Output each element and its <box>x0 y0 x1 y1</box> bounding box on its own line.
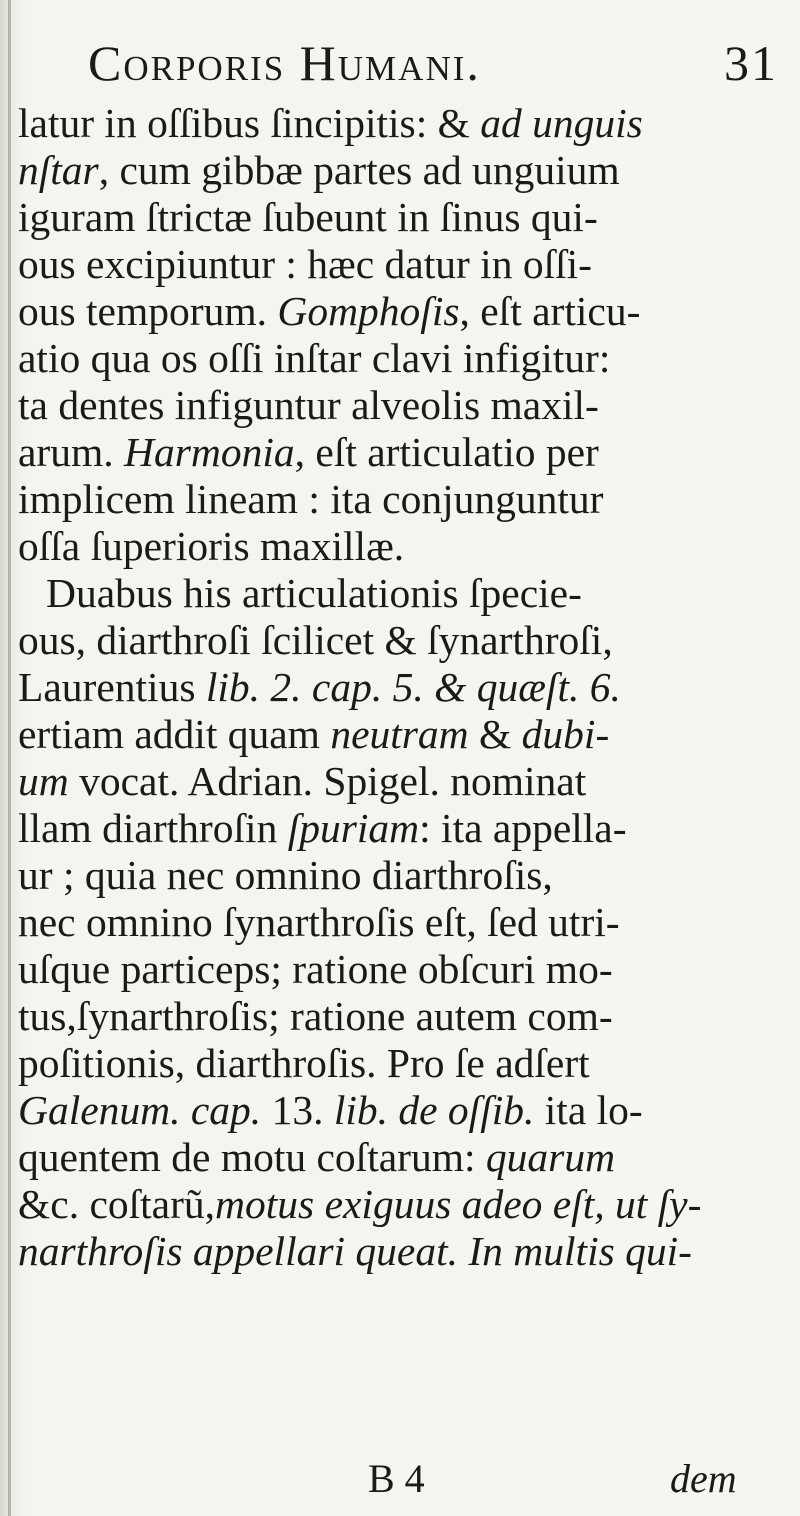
page-gutter <box>8 0 11 1516</box>
text-line <box>18 570 788 617</box>
text-run: llam diarthroſin <box>18 805 288 851</box>
text-run: ous temporum. <box>18 288 278 334</box>
text-run: Duabus his articulationis ſpecie- <box>46 570 582 616</box>
text-line <box>18 711 788 758</box>
text-run: ta dentes infiguntur alveolis maxil- <box>18 382 599 428</box>
text-run: ertiam addit quam <box>18 711 331 757</box>
text-line <box>18 1181 788 1228</box>
text-run: implicem lineam : ita conjunguntur <box>18 476 604 522</box>
text-line <box>18 241 788 288</box>
text-line <box>18 758 788 805</box>
text-run: ur ; quia nec omnino diarthroſis, <box>18 852 553 898</box>
text-run: ita lo- <box>534 1087 643 1133</box>
text-run: & <box>468 711 522 757</box>
text-line <box>18 664 788 711</box>
signature-mark: B 4 <box>368 1456 425 1501</box>
text-run: neutram <box>330 711 469 757</box>
text-line <box>18 805 788 852</box>
running-title: Corporis Humani. <box>88 35 481 91</box>
text-run: ous excipiuntur : hæc datur in oſſi- <box>18 241 592 287</box>
text-run: um <box>18 758 69 804</box>
text-run: latur in oſſibus ſincipitis: & <box>18 100 481 146</box>
text-run: dubi- <box>521 711 610 757</box>
body-text <box>18 100 788 1275</box>
text-run: Gomphoſis <box>277 288 460 334</box>
page-number: 31 <box>724 35 778 91</box>
text-run: oſſa ſuperioris maxillæ. <box>18 523 405 569</box>
text-run: , eſt articu- <box>459 288 641 334</box>
text-run: , eſt articulatio per <box>294 429 599 475</box>
text-run: ad unguis <box>480 100 643 146</box>
running-header <box>88 34 778 94</box>
text-run: quentem de motu coſtarum: <box>18 1134 486 1180</box>
text-run: ous, diarthroſi ſcilicet & ſynarthroſi, <box>18 617 613 663</box>
text-run: &c. coſtarũ, <box>18 1181 216 1227</box>
text-run: vocat. Adrian. Spigel. nominat <box>68 758 587 804</box>
text-line <box>18 1040 788 1087</box>
text-line <box>18 335 788 382</box>
text-run: lib. 2. cap. 5. & quæſt. 6. <box>205 664 621 710</box>
text-run: quarum <box>485 1134 616 1180</box>
text-line <box>18 194 788 241</box>
text-run: iguram ſtrictæ ſubeunt in ſinus qui- <box>18 194 598 240</box>
text-run: motus exiguus adeo eſt, ut ſy- <box>215 1181 702 1227</box>
text-run: : ita appella- <box>419 805 627 851</box>
text-run: nſtar <box>18 147 99 193</box>
text-line <box>18 1228 788 1275</box>
text-line <box>18 476 788 523</box>
text-run: ſpuriam <box>287 805 420 851</box>
text-run: uſque particeps; ratione obſcuri mo- <box>18 946 613 992</box>
text-line <box>18 382 788 429</box>
text-line <box>18 100 788 147</box>
text-run: 13. <box>261 1087 334 1133</box>
text-run: arum. <box>18 429 125 475</box>
text-line <box>18 429 788 476</box>
text-line <box>18 993 788 1040</box>
page-footer <box>0 1455 800 1505</box>
text-line <box>18 1087 788 1134</box>
text-run: Harmonia <box>124 429 295 475</box>
text-run: lib. de oſſib. <box>333 1087 535 1133</box>
text-run: narthroſis appellari queat. In multis qui- <box>18 1228 692 1274</box>
text-line <box>18 147 788 194</box>
text-line <box>18 288 788 335</box>
text-line <box>18 617 788 664</box>
text-line <box>18 852 788 899</box>
text-run: Laurentius <box>18 664 206 710</box>
text-line <box>18 946 788 993</box>
catchword: dem <box>670 1456 737 1501</box>
text-run: nec omnino ſynarthroſis eſt, ſed utri- <box>18 899 620 945</box>
text-run: , cum gibbæ partes ad unguium <box>98 147 620 193</box>
text-run: tus,ſynarthroſis; ratione autem com- <box>18 993 613 1039</box>
text-run: Galenum. cap. <box>18 1087 262 1133</box>
text-run: poſitionis, diarthroſis. Pro ſe adſert <box>18 1040 590 1086</box>
text-line <box>18 1134 788 1181</box>
text-line <box>18 523 788 570</box>
text-run: atio qua os oſſi inſtar clavi infigitur: <box>18 335 611 381</box>
text-line <box>18 899 788 946</box>
